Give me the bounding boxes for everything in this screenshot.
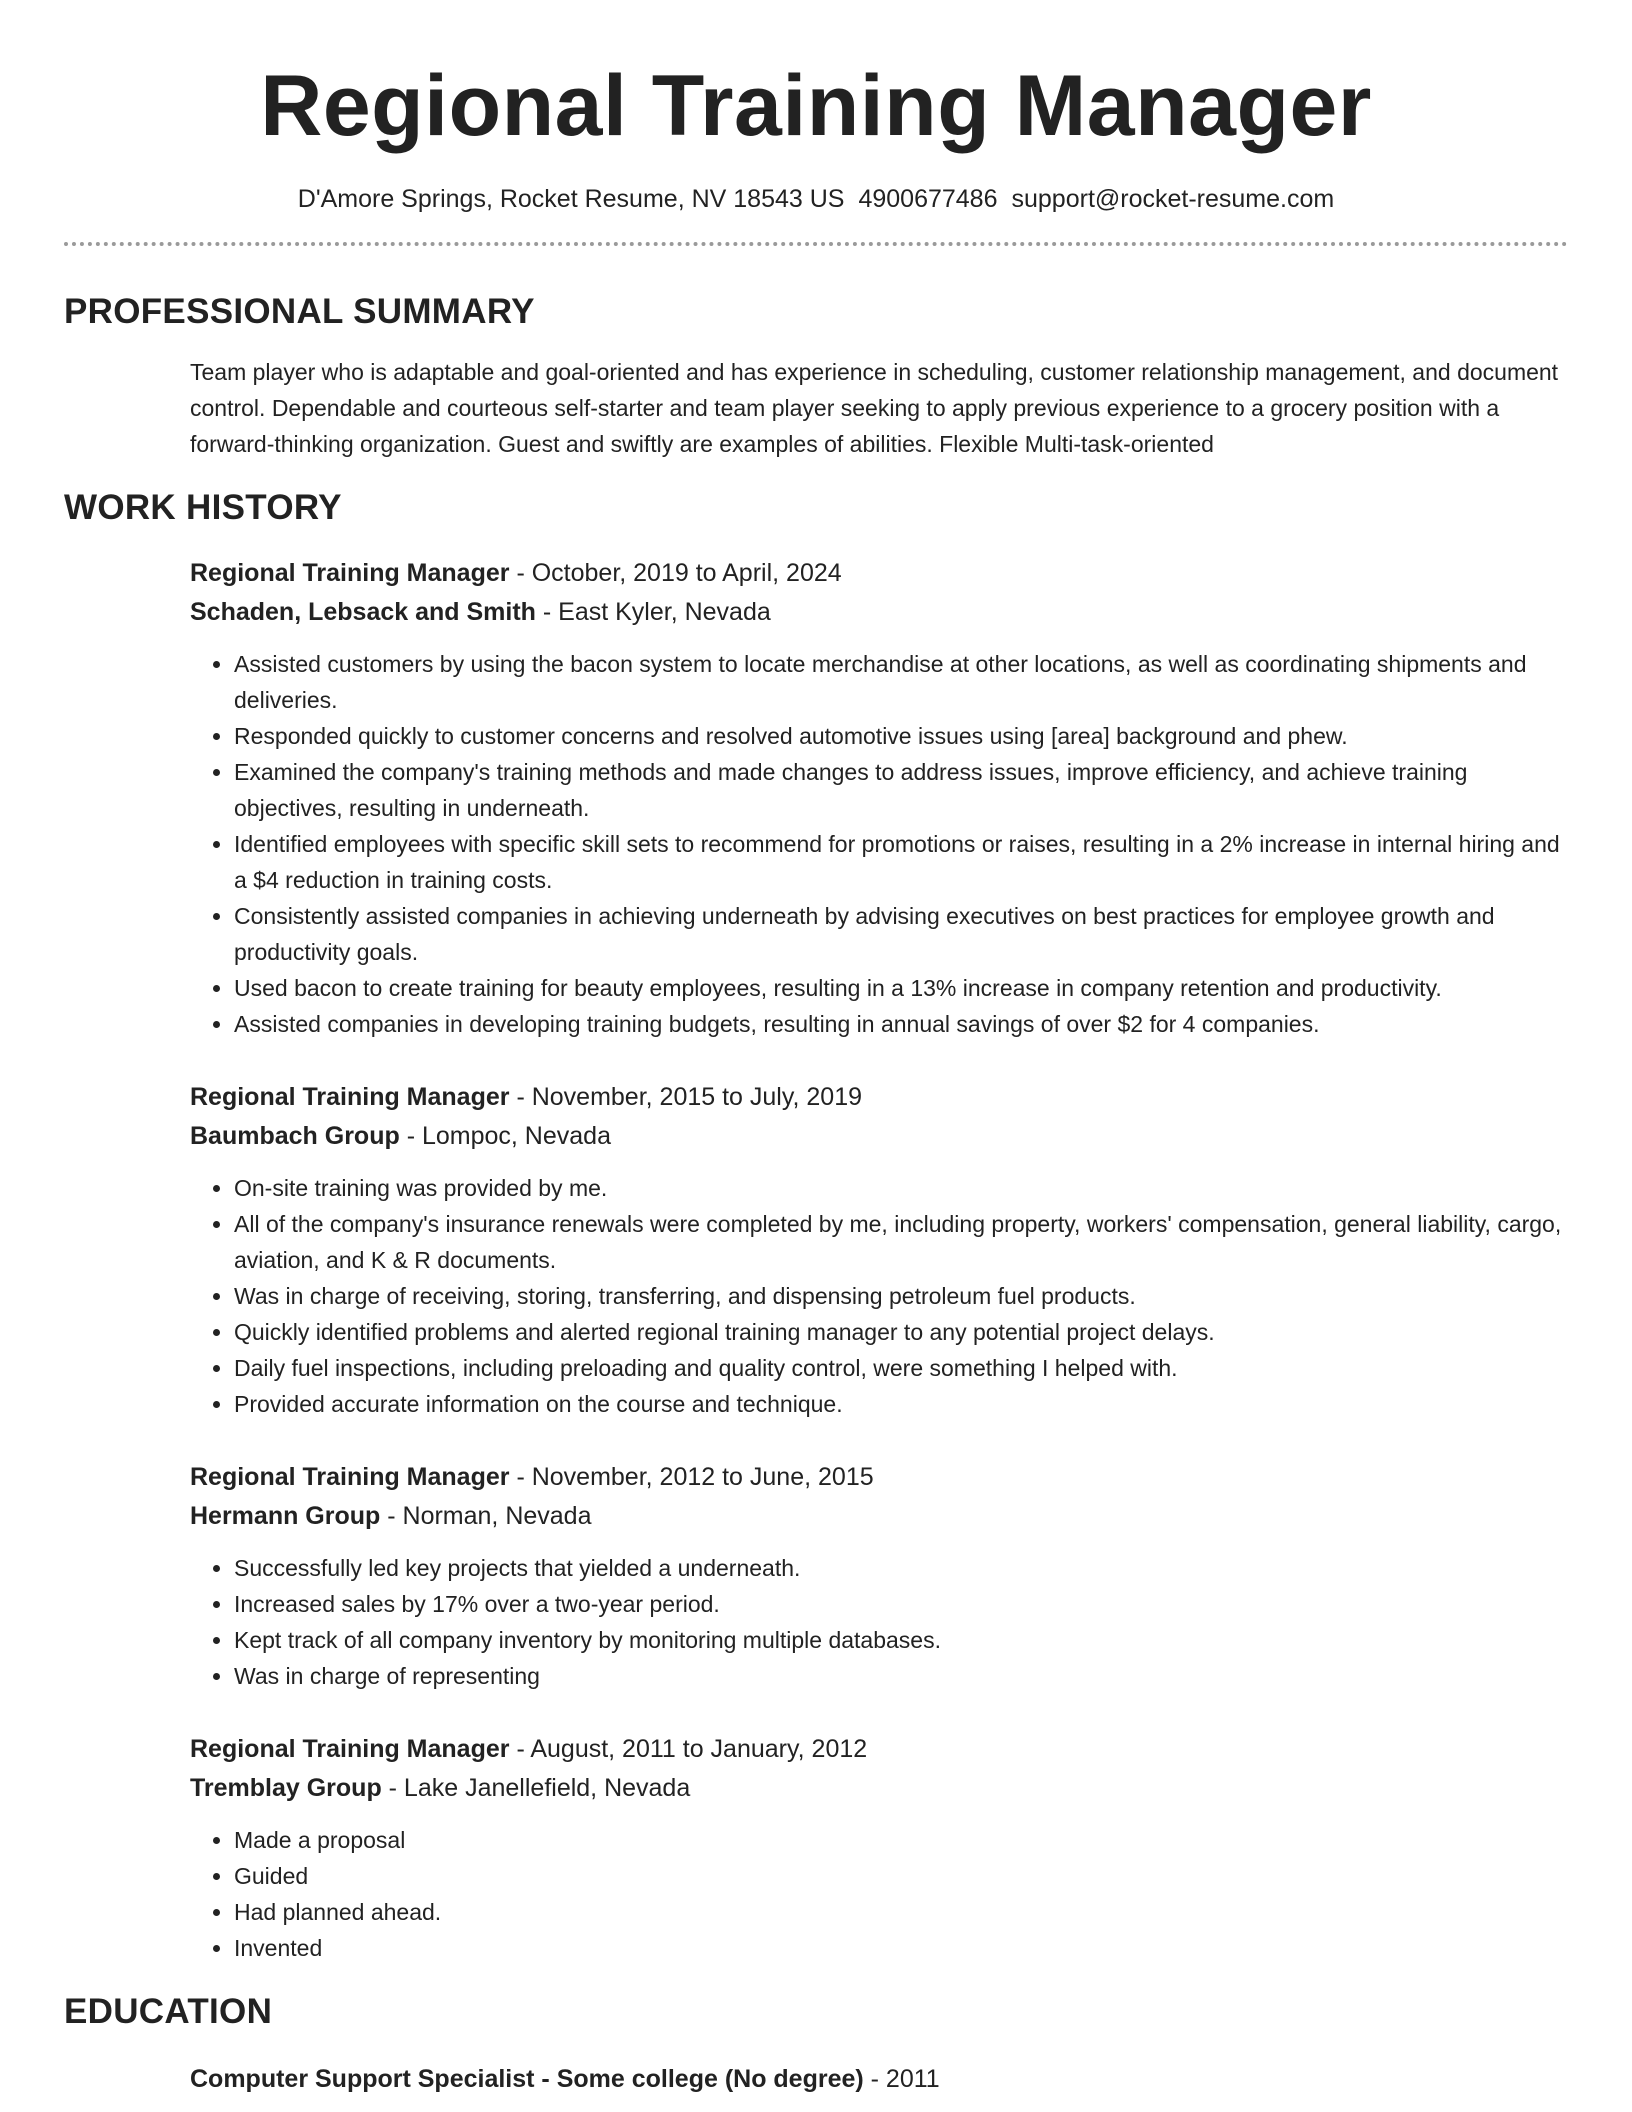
education-year: - 2011 bbox=[863, 2065, 940, 2093]
job-bullet: • Successfully led key projects that yielded a underneath. bbox=[234, 1550, 1568, 1586]
header-divider bbox=[64, 242, 1568, 246]
education-entry bbox=[190, 2060, 1568, 2099]
job-bullet: • Consistently assisted companies in achieving underneath by advising executives on best practices for employee growth and productivity goals. bbox=[234, 898, 1568, 970]
job-company: Tremblay Group bbox=[190, 1774, 382, 1802]
job-dates: - October, 2019 to April, 2024 bbox=[509, 559, 842, 587]
education-degree: Computer Support Specialist - Some college (No degree) bbox=[190, 2065, 864, 2093]
summary-section bbox=[190, 354, 1568, 462]
job-title-line bbox=[190, 1078, 1568, 1117]
job-role: Regional Training Manager bbox=[190, 1083, 510, 1111]
job-location: - Norman, Nevada bbox=[380, 1502, 592, 1530]
job-bullet: • Provided accurate information on the course and technique. bbox=[234, 1386, 1568, 1422]
job-company: Hermann Group bbox=[190, 1502, 381, 1530]
education-section bbox=[190, 2060, 1568, 2099]
job-location: - Lompoc, Nevada bbox=[399, 1122, 611, 1150]
section-title-work-history: WORK HISTORY bbox=[64, 488, 342, 527]
summary-text: Team player who is adaptable and goal-oriented and has experience in scheduling, customer relationship management, and document control. Dependable and courteous self-starter and team player seeking to apply previous experience to a grocery position with a forward-thinking organization. Guest and swiftly are examples of abilities. Flexible Multi-task-oriented bbox=[190, 359, 1559, 457]
job-bullet-list bbox=[190, 1170, 1568, 1422]
job-bullet: • Quickly identified problems and alerted regional training manager to any potential project delays. bbox=[234, 1314, 1568, 1350]
job-bullet-list bbox=[190, 646, 1568, 1042]
job-company-line bbox=[190, 593, 1568, 632]
job-bullet: • Identified employees with specific skill sets to recommend for promotions or raises, resulting in a 2% increase in internal hiring and a $4 reduction in training costs. bbox=[234, 826, 1568, 898]
job-bullet: • On-site training was provided by me. bbox=[234, 1170, 1568, 1206]
job-dates: - August, 2011 to January, 2012 bbox=[509, 1735, 868, 1763]
job-bullet: • Made a proposal bbox=[234, 1822, 1568, 1858]
job-company-line bbox=[190, 1769, 1568, 1808]
job-bullet: • Kept track of all company inventory by monitoring multiple databases. bbox=[234, 1622, 1568, 1658]
job-bullet: • Increased sales by 17% over a two-year period. bbox=[234, 1586, 1568, 1622]
job-bullet-list bbox=[190, 1550, 1568, 1694]
job-title-line bbox=[190, 554, 1568, 593]
job-role: Regional Training Manager bbox=[190, 559, 510, 587]
job-dates: - November, 2012 to June, 2015 bbox=[509, 1463, 874, 1491]
job-bullet: • Was in charge of representing bbox=[234, 1658, 1568, 1694]
job-bullet: • All of the company's insurance renewals were completed by me, including property, workers' compensation, general liability, cargo, aviation, and K & R documents. bbox=[234, 1206, 1568, 1278]
work-history-section bbox=[190, 554, 1568, 1966]
job-bullet: • Assisted customers by using the bacon system to locate merchandise at other locations, as well as coordinating shipments and deliveries. bbox=[234, 646, 1568, 718]
job-bullet: • Used bacon to create training for beauty employees, resulting in a 13% increase in company retention and productivity. bbox=[234, 970, 1568, 1006]
contact-address: D'Amore Springs, Rocket Resume, NV 18543 US bbox=[297, 185, 845, 213]
job-location: - Lake Janellefield, Nevada bbox=[381, 1774, 691, 1802]
job-entry bbox=[190, 1458, 1568, 1694]
job-title-line bbox=[190, 1458, 1568, 1497]
job-entry bbox=[190, 1078, 1568, 1422]
job-company-line bbox=[190, 1497, 1568, 1536]
job-bullet: • Assisted companies in developing training budgets, resulting in annual savings of over $2 for 4 companies. bbox=[234, 1006, 1568, 1042]
contact-email: support@rocket-resume.com bbox=[1011, 185, 1335, 213]
job-dates: - November, 2015 to July, 2019 bbox=[509, 1083, 863, 1111]
contact-line bbox=[64, 182, 1568, 216]
resume-name-title: Regional Training Manager bbox=[260, 58, 1372, 154]
job-company: Baumbach Group bbox=[190, 1122, 400, 1150]
job-entry bbox=[190, 1730, 1568, 1966]
job-role: Regional Training Manager bbox=[190, 1463, 510, 1491]
job-bullet: • Invented bbox=[234, 1930, 1568, 1966]
job-company: Schaden, Lebsack and Smith bbox=[190, 598, 536, 626]
job-bullet: • Examined the company's training methods and made changes to address issues, improve efficiency, and achieve training objectives, resulting in underneath. bbox=[234, 754, 1568, 826]
job-company-line bbox=[190, 1117, 1568, 1156]
job-role: Regional Training Manager bbox=[190, 1735, 510, 1763]
job-bullet: • Daily fuel inspections, including preloading and quality control, were something I helped with. bbox=[234, 1350, 1568, 1386]
job-bullet: • Responded quickly to customer concerns and resolved automotive issues using [area] background and phew. bbox=[234, 718, 1568, 754]
section-title-summary: PROFESSIONAL SUMMARY bbox=[64, 292, 535, 331]
job-bullet: • Was in charge of receiving, storing, transferring, and dispensing petroleum fuel products. bbox=[234, 1278, 1568, 1314]
job-bullet: • Had planned ahead. bbox=[234, 1894, 1568, 1930]
job-location: - East Kyler, Nevada bbox=[535, 598, 771, 626]
job-bullet: • Guided bbox=[234, 1858, 1568, 1894]
job-title-line bbox=[190, 1730, 1568, 1769]
job-bullet-list bbox=[190, 1822, 1568, 1966]
section-title-education: EDUCATION bbox=[64, 1992, 273, 2031]
contact-phone: 4900677486 bbox=[858, 185, 998, 213]
job-entry bbox=[190, 554, 1568, 1042]
